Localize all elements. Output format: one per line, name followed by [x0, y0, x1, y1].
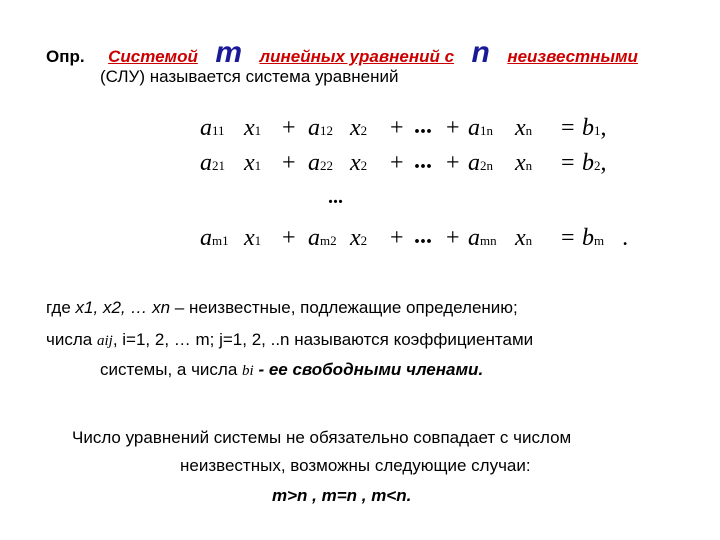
- plus-sign: +: [282, 225, 296, 251]
- plus-sign: +: [446, 150, 460, 176]
- ellipsis: ...: [414, 223, 432, 249]
- cases-line: m>n , m=n , m<n.: [272, 486, 412, 505]
- explanation-prefix: где: [46, 298, 71, 317]
- plus-sign: +: [446, 115, 460, 141]
- var-x2: x2: [350, 225, 368, 251]
- definition-var-n: n: [471, 36, 490, 69]
- var-x1: x1: [244, 115, 262, 141]
- ellipsis: ...: [414, 113, 432, 139]
- note-line-2: неизвестных, возможны следующие случаи:: [180, 456, 531, 475]
- coef-a21: a21: [200, 150, 225, 176]
- var-xn: xn: [515, 150, 533, 176]
- plus-sign: +: [390, 115, 404, 141]
- var-x2: x2: [350, 150, 368, 176]
- explanation-line-2: [46, 330, 533, 350]
- explanation-line-1: [46, 298, 518, 318]
- coef-a2n: a2n: [468, 150, 493, 176]
- free-term-bm: bm .: [582, 225, 629, 251]
- explanation-prefix: системы, а числа: [100, 360, 238, 379]
- definition-label: Опр.: [46, 47, 85, 66]
- var-xn: xn: [515, 115, 533, 141]
- equals-sign: =: [561, 150, 575, 176]
- var-x1: x1: [244, 225, 262, 251]
- coef-a22: a22: [308, 150, 333, 176]
- plus-sign: +: [282, 115, 296, 141]
- coef-a1n: a1n: [468, 115, 493, 141]
- definition-phrase-linear: линейных уравнений с: [259, 47, 455, 66]
- ellipsis: ...: [414, 148, 432, 174]
- explanation-text: – неизвестные, подлежащие определению;: [174, 298, 518, 317]
- free-term-symbol: bi: [242, 363, 254, 379]
- coef-am2: am2: [308, 225, 337, 251]
- coef-amn: amn: [468, 225, 497, 251]
- plus-sign: +: [282, 150, 296, 176]
- var-xn: xn: [515, 225, 533, 251]
- definition-line-2: (СЛУ) называется система уравнений: [100, 67, 399, 86]
- coefficient-symbol: aij: [96, 333, 113, 349]
- unknowns-list: x1, x2, … xn: [75, 298, 171, 317]
- definition-phrase-unknowns: неизвестными: [507, 47, 638, 66]
- plus-sign: +: [446, 225, 460, 251]
- explanation-text: - ее свободными членами.: [258, 360, 484, 379]
- plus-sign: +: [390, 225, 404, 251]
- explanation-prefix: числа: [46, 330, 93, 349]
- var-x1: x1: [244, 150, 262, 176]
- free-term-b1: b1,: [582, 115, 607, 141]
- var-x2: x2: [350, 115, 368, 141]
- definition-phrase-system: Системой: [108, 47, 198, 66]
- coef-am1: am1: [200, 225, 229, 251]
- vertical-ellipsis: ...: [328, 186, 343, 208]
- equals-sign: =: [561, 225, 575, 251]
- note-line-1: Число уравнений системы не обязательно совпадает с числом: [72, 428, 572, 447]
- coef-a12: a12: [308, 115, 333, 141]
- explanation-text: , i=1, 2, … m; j=1, 2, ..n называются коэффициентами: [112, 330, 534, 349]
- equals-sign: =: [561, 115, 575, 141]
- coef-a11: a11: [200, 115, 225, 141]
- explanation-line-3: [100, 360, 483, 380]
- plus-sign: +: [390, 150, 404, 176]
- definition-var-m: m: [215, 36, 243, 69]
- free-term-b2: b2,: [582, 150, 607, 176]
